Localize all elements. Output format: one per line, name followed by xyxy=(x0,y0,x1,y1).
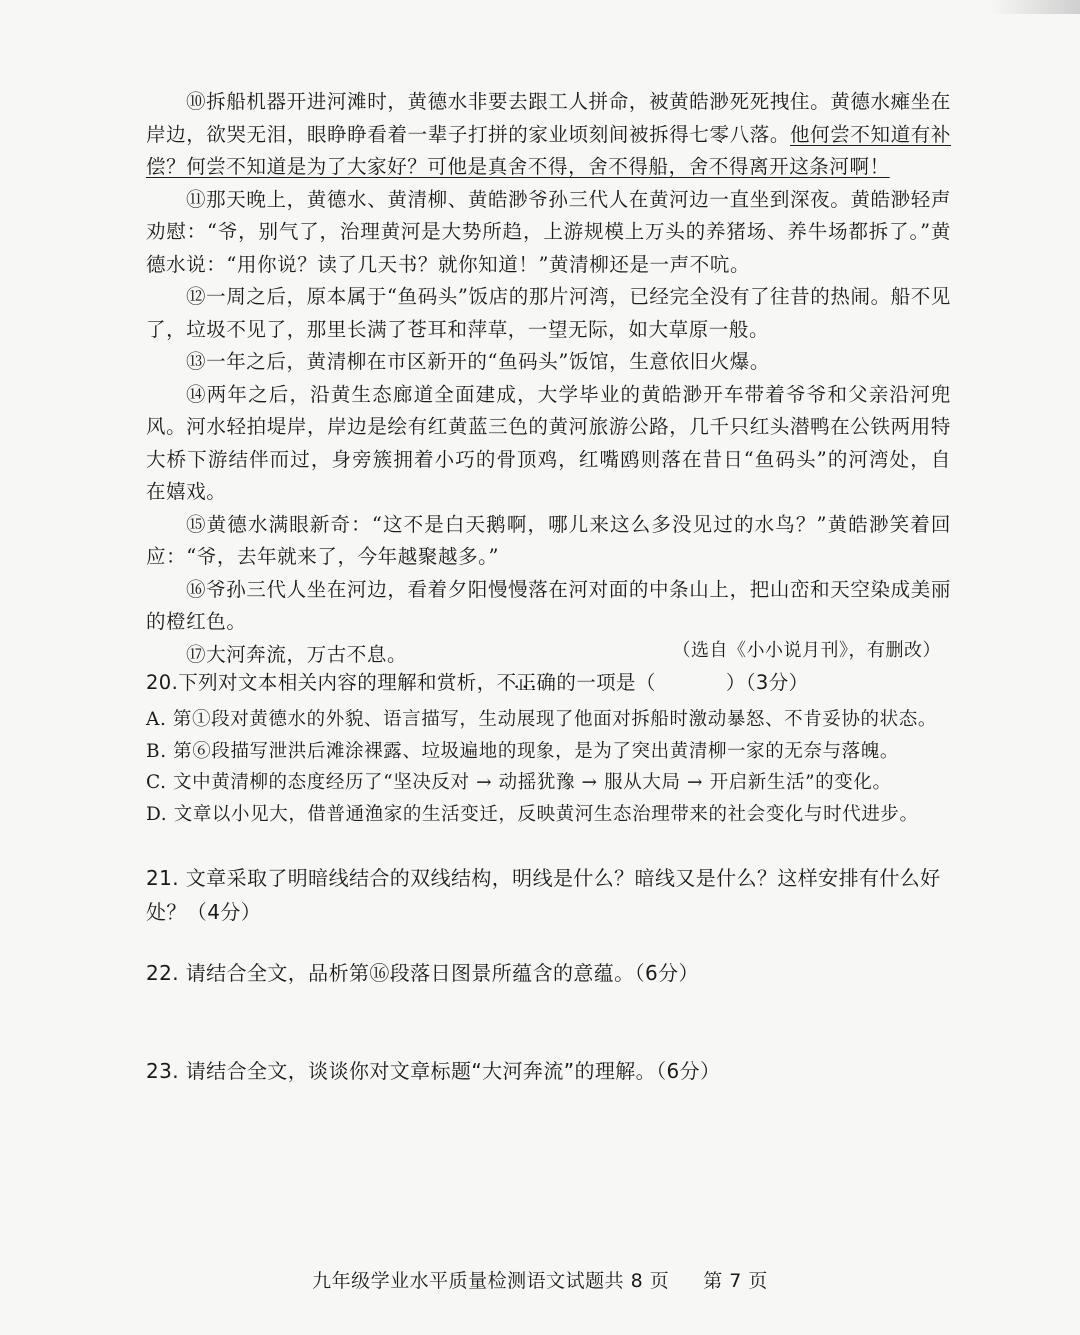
paragraph-11: ⑪那天晚上，黄德水、黄清柳、黄皓渺爷孙三代人在黄河边一直坐到深夜。黄皓渺轻声劝慰：“爷，别气了，治理黄河是大势所趋，上游规模上万头的养猪场、养牛场都拆了。”黄德水说：“用你说？读了几天书？就你知道！”黄清柳还是一声不吭。 xyxy=(146,187,951,276)
question-21: 21. 文章采取了明暗线结合的双线结构，明线是什么？暗线又是什么？这样安排有什么好处？（4分） xyxy=(146,866,941,924)
footer-exam-title: 九年级学业水平质量检测语文试题共 8 页 xyxy=(312,1270,670,1292)
paragraph-14: ⑭两年之后，沿黄生态廊道全面建成，大学毕业的黄皓渺开车带着爷爷和父亲沿河兜风。河水轻拍堤岸，岸边是绘有红黄蓝三色的黄河旅游公路，几千只红头潜鸭在公铁两用特大桥下游结伴而过，身旁簇拥着小巧的骨顶鸡，红嘴鸥则落在昔日“鱼码头”的河湾处，自在嬉戏。 xyxy=(146,382,951,503)
option-b: B. 第⑥段描写泄洪后滩涂裸露、垃圾遍地的现象，是为了突出黄清柳一家的无奈与落魄。 xyxy=(146,740,899,762)
paragraph-16: ⑯爷孙三代人坐在河边，看着夕阳慢慢落在河对面的中条山上，把山峦和天空染成美丽的橙红色。 xyxy=(146,577,951,633)
question-20 xyxy=(146,668,951,698)
question-20-prefix: 20.下列对文本相关内容的理解和赏析， xyxy=(146,671,497,694)
question-20-stem xyxy=(146,668,951,698)
paragraph-12: ⑫一周之后，原本属于“鱼码头”饭店的那片河湾，已经完全没有了往昔的热闹。船不见了，垃圾不见了，那里长满了苍耳和萍草，一望无际，如大草原一般。 xyxy=(146,285,951,341)
paragraph-10-text: ⑩拆船机器开进河滩时，黄德水非要去跟工人拼命，被黄皓渺死死拽住。黄德水瘫坐在岸边，欲哭无泪，眼睁睁看着一辈子打拼的家业顷刻间被拆得七零八落。 xyxy=(146,90,951,146)
option-d: D. 文章以小见大，借普通渔家的生活变迁，反映黄河生态治理带来的社会变化与时代进步。 xyxy=(146,803,919,825)
page-corner-shadow xyxy=(990,0,1080,14)
option-c: C. 文中黄清柳的态度经历了“坚决反对 → 动摇犹豫 → 服从大局 → 开启新生活”的变化。 xyxy=(146,772,892,793)
paragraph-15: ⑮黄德水满眼新奇：“这不是白天鹅啊，哪儿来这么多没见过的水鸟？”黄皓渺笑着回应：“爷，去年就来了，今年越聚越多。” xyxy=(146,512,951,568)
reading-passage xyxy=(146,86,951,671)
passage-source: （选自《小小说月刊》，有删改） xyxy=(672,640,941,661)
question-20-emphasis: 不正确 ••• xyxy=(497,671,557,694)
footer-page-number: 第 7 页 xyxy=(703,1270,768,1292)
paragraph-10-underlined-text: 他何尝不知道有补偿？何尝不知道是为了大家好？可他是真舍不得，舍不得船，舍不得离开这条河啊！ xyxy=(146,122,951,178)
question-23: 23. 请结合全文，谈谈你对文章标题“大河奔流”的理解。（6分） xyxy=(146,1059,721,1083)
question-20-suffix: 的一项是（ xyxy=(556,671,656,694)
option-a: A. 第①段对黄德水的外貌、语言描写，生动展现了他面对拆船时激动暴怒、不肯妥协的状态。 xyxy=(146,709,937,730)
paragraph-10 xyxy=(146,86,951,184)
paragraph-13: ⑬一年之后，黄清柳在市区新开的“鱼码头”饭馆，生意依旧火爆。 xyxy=(186,350,770,373)
question-20-score: ）（3分） xyxy=(725,671,809,694)
paragraph-17: ⑰大河奔流，万古不息。 xyxy=(186,642,408,666)
question-22: 22. 请结合全文，品析第⑯段落日图景所蕴含的意蕴。（6分） xyxy=(146,961,699,985)
question-20-options xyxy=(146,704,956,830)
page-footer xyxy=(0,1266,1080,1293)
